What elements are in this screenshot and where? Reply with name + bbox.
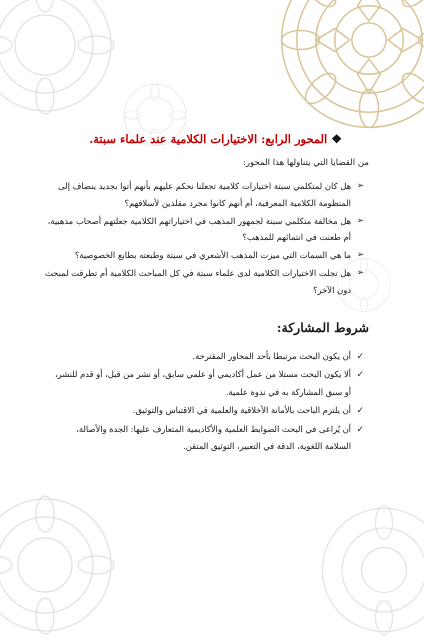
arrow-check-icon: ➢ xyxy=(356,268,364,279)
list-item xyxy=(54,366,364,401)
check-icon: ✓ xyxy=(356,370,364,381)
intro-text: من القضايا التي يتناولها هذا المحور: xyxy=(243,158,369,168)
check-icon: ✓ xyxy=(356,352,364,362)
question-text: هل تجلت الاختيارات الكلامية لدى علماء سبتة في كل المباحث الكلامية أم تطرقت لمبحث دون الآخر؟ xyxy=(44,268,351,295)
section-heading xyxy=(42,132,342,146)
arrow-check-icon: ➢ xyxy=(356,181,364,191)
check-icon: ✓ xyxy=(356,406,364,417)
list-item xyxy=(44,178,364,212)
list-item xyxy=(54,402,364,419)
question-text: ما هي السمات التي ميزت المذهب الأشعري في سبتة وطبعته بطابع الخصوصية؟ xyxy=(74,250,351,261)
terms-list xyxy=(54,348,364,457)
list-item xyxy=(44,265,364,299)
list-item xyxy=(44,213,364,247)
question-text: هل كان لمتكلمي سبتة اختيارات كلامية تجعلنا نحكم عليهم بأنهم أتوا بجديد ينضاف إلى المنظومة الكلامية المعرفية، أم أنهم كانوا مجرد مقلدين لأسلافهم؟ xyxy=(58,181,351,208)
diamond-cluster-icon: ❖ xyxy=(331,132,342,146)
term-text: أن يلتزم الباحث بالأمانة الأخلاقية والعلمية في الاقتباس والتوثيق. xyxy=(132,405,351,416)
check-icon: ✓ xyxy=(356,424,364,435)
section-title: المحور الرابع: الاختيارات الكلامية عند علماء سبتة. xyxy=(89,132,328,146)
term-text: أن يُراعى في البحث الضوابط العلمية والأكاديمية المتعارف عليها: الجدة والأصالة، السلامة اللغوية، الدقة في التعبير، التوثيق المتقن. xyxy=(76,423,351,452)
arrow-check-icon: ➢ xyxy=(356,250,364,261)
list-item xyxy=(54,348,364,365)
arrow-check-icon: ➢ xyxy=(356,215,364,226)
list-item xyxy=(54,421,364,456)
term-text: ألا يكون البحث مستلا من عمل أكاديمي أو علمي سابق، أو نشر من قبل، أو قدم للنشر، أو سبق المشاركة به في ندوة علمية. xyxy=(54,369,351,397)
questions-list xyxy=(44,178,364,300)
question-text: هل مخالفة متكلمي سبتة لجمهور المذهب في اختياراتهم الكلامية جعلتهم أصحاب مذهبية، أم طعنت في انتمائهم للمذهب؟ xyxy=(47,215,351,243)
terms-title: شروط المشاركة: xyxy=(276,320,369,335)
list-item xyxy=(44,247,364,264)
term-text: أن يكون البحث مرتبطا بأحد المحاور المقترحة. xyxy=(192,351,351,361)
